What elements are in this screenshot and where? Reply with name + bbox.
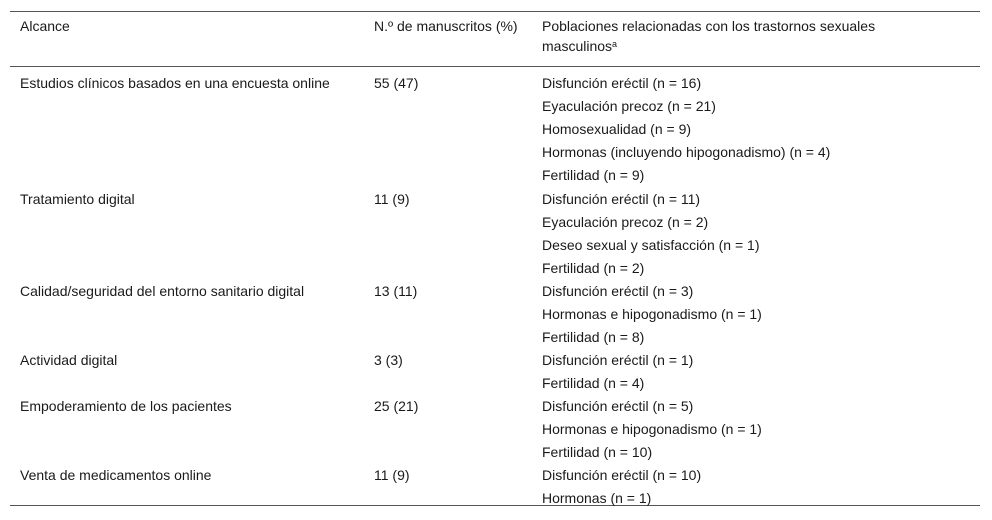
population-item: Disfunción eréctil (n = 11) — [542, 191, 701, 207]
cell-populations — [542, 464, 972, 510]
population-item: Fertilidad (n = 8) — [542, 329, 645, 345]
table-body — [10, 67, 980, 505]
header-footnote-marker: a — [612, 39, 618, 49]
cell-populations — [542, 188, 972, 280]
header-populations — [542, 16, 942, 56]
cell-scope: Venta de medicamentos online — [20, 467, 212, 483]
population-item: Disfunción eréctil (n = 5) — [542, 398, 694, 414]
cell-scope: Tratamiento digital — [20, 191, 135, 207]
cell-manuscript-count: 25 (21) — [374, 398, 419, 414]
population-item: Hormonas e hipogonadismo (n = 1) — [542, 306, 762, 322]
table-row — [10, 459, 980, 505]
population-item: Disfunción eréctil (n = 10) — [542, 467, 702, 483]
population-item: Homosexualidad (n = 9) — [542, 121, 692, 137]
table-row — [10, 275, 980, 344]
population-item: Disfunción eréctil (n = 1) — [542, 352, 694, 368]
data-table — [10, 11, 980, 506]
cell-manuscript-count: 13 (11) — [374, 283, 418, 299]
table-row — [10, 67, 980, 183]
cell-populations — [542, 349, 972, 395]
population-item: Fertilidad (n = 2) — [542, 260, 645, 276]
cell-manuscript-count: 55 (47) — [374, 75, 419, 91]
population-item: Disfunción eréctil (n = 3) — [542, 283, 694, 299]
table-row — [10, 390, 980, 459]
population-item: Eyaculación precoz (n = 2) — [542, 214, 709, 230]
cell-populations — [542, 72, 972, 187]
cell-manuscript-count: 11 (9) — [374, 467, 410, 483]
population-item: Deseo sexual y satisfacción (n = 1) — [542, 237, 760, 253]
cell-populations — [542, 280, 972, 349]
population-item: Hormonas (incluyendo hipogonadismo) (n = 4) — [542, 144, 831, 160]
population-item: Disfunción eréctil (n = 16) — [542, 75, 702, 91]
cell-populations — [542, 395, 972, 464]
header-populations-text: Poblaciones relacionadas con los trastornos sexuales masculinos — [542, 18, 876, 54]
population-item: Hormonas (n = 1) — [542, 490, 652, 506]
population-item: Fertilidad (n = 10) — [542, 444, 653, 460]
table-row — [10, 183, 980, 275]
cell-scope: Empoderamiento de los pacientes — [20, 398, 232, 414]
header-manuscript-count: N.º de manuscritos (%) — [374, 18, 518, 34]
cell-scope: Estudios clínicos basados en una encuesta online — [20, 75, 330, 91]
cell-scope: Actividad digital — [20, 352, 118, 368]
cell-manuscript-count: 11 (9) — [374, 191, 410, 207]
table-header-row — [10, 12, 980, 66]
population-item: Fertilidad (n = 4) — [542, 375, 645, 391]
cell-scope: Calidad/seguridad del entorno sanitario digital — [20, 283, 305, 299]
population-item: Eyaculación precoz (n = 21) — [542, 98, 716, 114]
cell-manuscript-count: 3 (3) — [374, 352, 403, 368]
population-item: Hormonas e hipogonadismo (n = 1) — [542, 421, 762, 437]
table-row — [10, 344, 980, 390]
population-item: Fertilidad (n = 9) — [542, 167, 645, 183]
header-scope: Alcance — [20, 18, 70, 34]
